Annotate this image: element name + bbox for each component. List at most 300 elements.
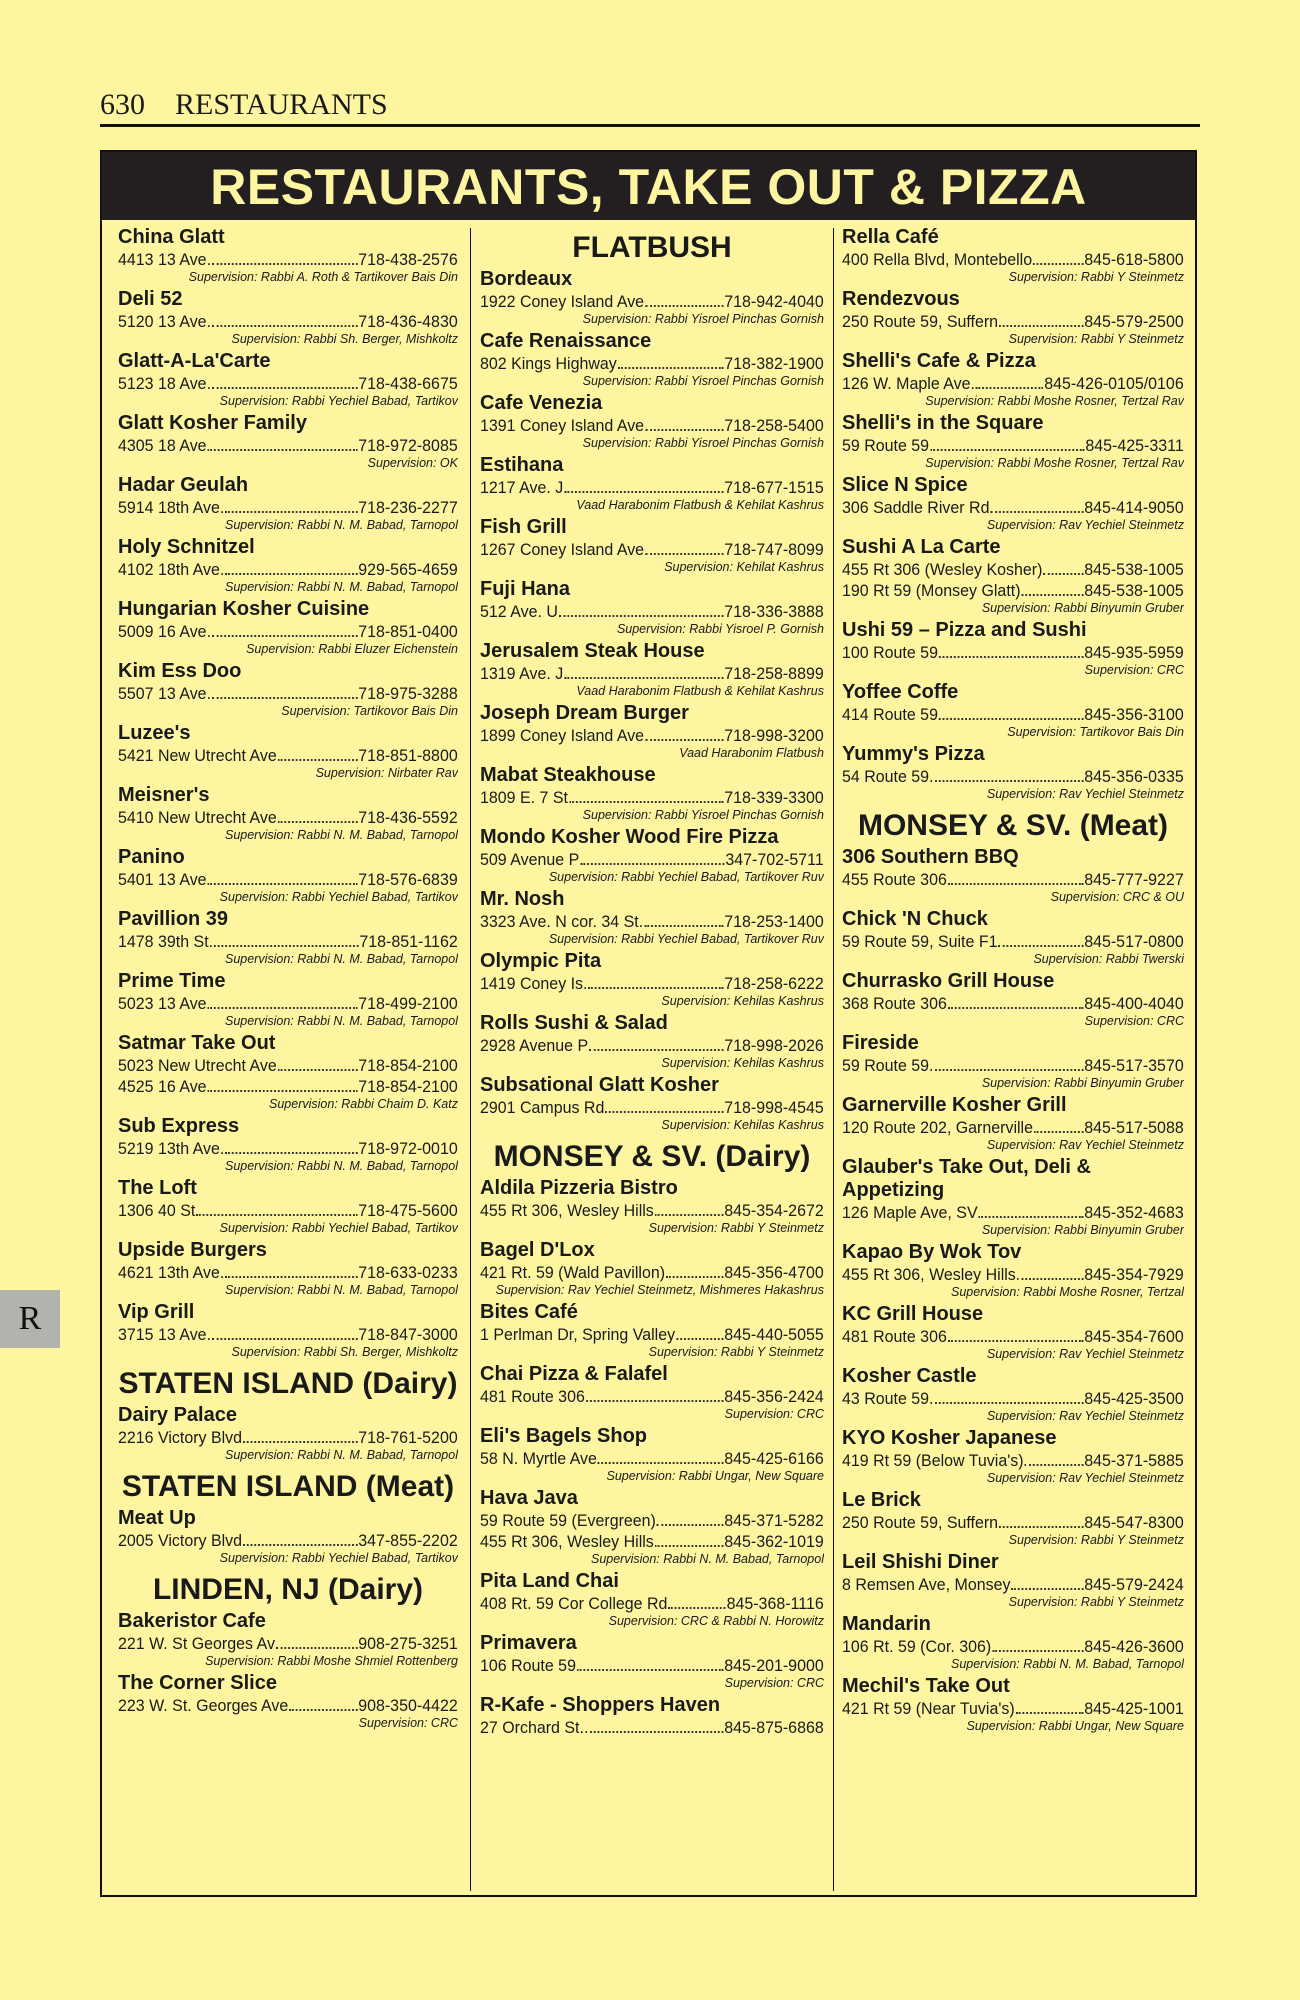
restaurant-name: Rella Café	[842, 226, 939, 248]
supervision-note: Supervision: CRC	[724, 1407, 824, 1421]
section-title: RESTAURANTS	[175, 88, 388, 121]
address: 5410 New Utrecht Ave	[118, 808, 277, 827]
phone-number: 845-354-7929	[1084, 1265, 1184, 1284]
listing-columns	[102, 224, 1195, 1895]
supervision-note: Supervision: Rav Yechiel Steinmetz	[986, 1471, 1184, 1485]
address-phone-line	[118, 373, 458, 394]
restaurant-name: Kosher Castle	[842, 1365, 977, 1387]
phone-number: 845-538-1005	[1084, 560, 1184, 579]
restaurant-name: Mr. Nosh	[480, 888, 565, 910]
phone-number: 908-275-3251	[358, 1634, 458, 1653]
address-phone-line	[842, 435, 1184, 456]
phone-number: 718-633-0233	[358, 1263, 458, 1282]
dot-leader	[564, 477, 723, 493]
address-phone-line	[480, 1448, 824, 1469]
column-1	[118, 224, 458, 1895]
phone-number: 718-972-8085	[358, 436, 458, 455]
address: 3323 Ave. N cor. 34 St.	[480, 912, 644, 931]
address: 58 N. Myrtle Ave	[480, 1449, 597, 1468]
supervision-note: Supervision: Rabbi N. M. Babad, Tarnopol	[950, 1657, 1184, 1671]
phone-number: 845-875-6868	[724, 1718, 824, 1737]
restaurant-name: Luzee's	[118, 722, 191, 744]
dot-leader	[1025, 1450, 1084, 1466]
dot-leader	[208, 869, 358, 885]
address: 120 Route 202, Garnerville	[842, 1118, 1033, 1137]
phone-number: 845-517-0800	[1084, 932, 1184, 951]
phone-number: 718-438-6675	[358, 374, 458, 393]
phone-number: 718-998-4545	[724, 1098, 824, 1117]
listing-entry	[118, 474, 458, 533]
address: 1391 Coney Island Ave	[480, 416, 645, 435]
supervision-note: Supervision: Rav Yechiel Steinmetz, Mishmeres Hakashrus	[495, 1283, 824, 1297]
address: 5023 New Utrecht Ave	[118, 1056, 277, 1075]
phone-number: 845-414-9050	[1084, 498, 1184, 517]
dot-leader	[196, 1200, 357, 1216]
address: 4102 18th Ave.	[118, 560, 225, 579]
restaurant-name: Joseph Dream Burger	[480, 702, 689, 724]
dot-leader	[644, 911, 723, 927]
supervision-note: Supervision: Rabbi Chaim D. Katz	[269, 1097, 458, 1111]
phone-number: 718-972-0010	[358, 1139, 458, 1158]
restaurant-name: Cafe Venezia	[480, 392, 603, 414]
restaurant-name: Bites Café	[480, 1301, 578, 1323]
address: 368 Route 306	[842, 994, 947, 1013]
phone-number: 845-354-2672	[724, 1201, 824, 1220]
address: 2928 Avenue P	[480, 1036, 589, 1055]
restaurant-name: Kapao By Wok Tov	[842, 1241, 1022, 1263]
address: 1306 40 St	[118, 1201, 196, 1220]
address: 8 Remsen Ave, Monsey	[842, 1575, 1011, 1594]
phone-number: 845-440-5055	[724, 1325, 824, 1344]
dot-leader	[577, 1655, 723, 1671]
listing-entry	[842, 412, 1184, 471]
supervision-note: Supervision: Kehilas Kashrus	[661, 1056, 824, 1070]
dot-leader	[666, 1262, 723, 1278]
dot-leader	[588, 973, 723, 989]
dot-leader	[212, 621, 357, 637]
dot-leader	[999, 1512, 1083, 1528]
dot-leader	[939, 704, 1083, 720]
listing-entry	[480, 1570, 824, 1629]
restaurant-name: Glatt Kosher Family	[118, 412, 307, 434]
listing-entry	[842, 1489, 1184, 1548]
restaurant-name: Leil Shishi Diner	[842, 1551, 999, 1573]
dot-leader	[618, 353, 724, 369]
address: 100 Route 59	[842, 643, 938, 662]
restaurant-name: Churrasko Grill House	[842, 970, 1055, 992]
phone-number: 845-425-3311	[1085, 436, 1184, 455]
listing-entry	[480, 392, 824, 451]
listing-entry	[118, 412, 458, 471]
dot-leader	[930, 1388, 1083, 1404]
phone-number: 845-777-9227	[1084, 870, 1184, 889]
restaurant-name: Upside Burgers	[118, 1239, 267, 1261]
restaurant-name: Mandarin	[842, 1613, 931, 1635]
dot-leader	[999, 311, 1083, 327]
phone-number: 718-436-5592	[358, 808, 458, 827]
address: 126 Maple Ave, SV	[842, 1203, 978, 1222]
address-phone-line	[480, 353, 824, 374]
phone-number: 845-400-4040	[1084, 994, 1184, 1013]
address-phone-line	[480, 1593, 824, 1614]
address-phone-line	[842, 993, 1184, 1014]
address-phone-line	[118, 1633, 458, 1654]
phone-number: 718-576-6839	[358, 870, 458, 889]
address: 400 Rella Blvd, Montebello	[842, 250, 1033, 269]
supervision-note: Supervision: Rabbi N. M. Babad, Tarnopol	[224, 580, 458, 594]
restaurant-name: Pavillion 39	[118, 908, 229, 930]
supervision-note: Supervision: Rabbi N. M. Babad, Tarnopol	[224, 952, 458, 966]
supervision-note: Supervision: Rabbi Eluzer Eichenstein	[246, 642, 458, 656]
listing-entry	[118, 1404, 458, 1463]
address: 455 Rt 306, Wesley Hills	[480, 1532, 654, 1551]
column-divider	[470, 228, 471, 1891]
address-phone-line	[480, 477, 824, 498]
phone-number: 718-854-2100	[358, 1077, 458, 1096]
address: 250 Route 59, Suffern	[842, 312, 999, 331]
dot-leader	[979, 1202, 1084, 1218]
phone-number: 718-258-5400	[724, 416, 824, 435]
section-heading: MONSEY & SV. (Meat)	[857, 809, 1169, 842]
listing-entry	[842, 681, 1184, 740]
listing-entry	[480, 1074, 824, 1133]
address-phone-line	[480, 1510, 824, 1531]
dot-leader	[655, 1531, 724, 1547]
phone-number: 845-426-3600	[1084, 1637, 1184, 1656]
address-phone-line	[842, 559, 1184, 580]
supervision-note: Supervision: Nirbater Rav	[315, 766, 458, 780]
phone-number: 845-618-5800	[1084, 250, 1184, 269]
address-phone-line	[480, 663, 824, 684]
phone-number: 845-201-9000	[724, 1656, 824, 1675]
supervision-note: Supervision: Kehilas Kashrus	[661, 1118, 824, 1132]
supervision-note: Supervision: Rabbi N. M. Babad, Tarnopol	[224, 518, 458, 532]
dot-leader	[225, 497, 357, 513]
phone-number: 718-438-2576	[358, 250, 458, 269]
listing-entry	[480, 826, 824, 885]
phone-number: 718-236-2277	[358, 498, 458, 517]
address: 1419 Coney Is.	[480, 974, 588, 993]
phone-number: 845-362-1019	[724, 1532, 824, 1551]
phone-number: 718-998-2026	[724, 1036, 824, 1055]
address-phone-line	[118, 1695, 458, 1716]
section-heading: STATEN ISLAND (Dairy)	[118, 1367, 458, 1400]
restaurant-name: Primavera	[480, 1632, 577, 1654]
supervision-note: Supervision: Rabbi Moshe Shmiel Rottenberg	[205, 1654, 458, 1668]
supervision-note: Supervision: Rabbi Ungar, New Square	[606, 1469, 824, 1483]
supervision-note: Supervision: Rabbi Yechiel Babad, Tartikov	[219, 394, 458, 408]
listing-entry	[118, 722, 458, 781]
restaurant-name: Sushi A La Carte	[842, 536, 1001, 558]
listing-entry	[118, 350, 458, 409]
restaurant-name: Vip Grill	[118, 1301, 195, 1323]
address: 250 Route 59, Suffern	[842, 1513, 999, 1532]
dot-leader	[1017, 1264, 1084, 1280]
listing-entry	[118, 970, 458, 1029]
restaurant-name: The Loft	[118, 1177, 197, 1199]
dot-leader	[586, 1386, 723, 1402]
address-phone-line	[842, 766, 1184, 787]
dot-leader	[657, 1510, 723, 1526]
address: 4305 18 Ave	[118, 436, 207, 455]
restaurant-name: Prime Time	[118, 970, 226, 992]
address-phone-line	[118, 807, 458, 828]
listing-entry	[118, 846, 458, 905]
column-divider	[833, 228, 834, 1891]
address-phone-line	[842, 1512, 1184, 1533]
restaurant-name: Garnerville Kosher Grill	[842, 1094, 1067, 1116]
phone-number: 718-975-3288	[358, 684, 458, 703]
address-phone-line	[842, 1450, 1184, 1471]
dot-leader	[948, 869, 1083, 885]
dot-leader	[1043, 559, 1083, 575]
supervision-note: Supervision: Rabbi N. M. Babad, Tarnopol	[224, 1448, 458, 1462]
address: 1 Perlman Dr, Spring Valley	[480, 1325, 676, 1344]
phone-number: 718-677-1515	[724, 478, 824, 497]
restaurant-name: Le Brick	[842, 1489, 921, 1511]
supervision-note: Supervision: Rabbi Yechiel Babad, Tartikover Ruv	[548, 932, 824, 946]
column-3	[842, 224, 1184, 1895]
supervision-note: Supervision: Rabbi Yisroel Pinchas Gornish	[582, 374, 824, 388]
supervision-note: Supervision: Kehilas Kashrus	[661, 994, 824, 1008]
restaurant-name: Ushi 59 – Pizza and Sushi	[842, 619, 1087, 641]
restaurant-name: Shelli's Cafe & Pizza	[842, 350, 1036, 372]
dot-leader	[243, 1530, 357, 1546]
restaurant-name: Aldila Pizzeria Bistro	[480, 1177, 678, 1199]
phone-number: 845-538-1005	[1084, 581, 1184, 600]
address-phone-line	[842, 931, 1184, 952]
phone-number: 718-382-1900	[724, 354, 824, 373]
supervision-note: Supervision: Rabbi Y Steinmetz	[648, 1221, 824, 1235]
address-phone-line	[480, 1200, 824, 1221]
address-phone-line	[480, 911, 824, 932]
listing-entry	[118, 908, 458, 967]
phone-number: 845-356-0335	[1084, 767, 1184, 786]
restaurant-name: R-Kafe - Shoppers Haven	[480, 1694, 721, 1716]
listing-entry	[842, 619, 1184, 678]
supervision-note: Supervision: Rabbi Yisroel P. Gornish	[616, 622, 824, 636]
restaurant-name: Deli 52	[118, 288, 183, 310]
phone-number: 845-371-5282	[724, 1511, 824, 1530]
listing-entry	[842, 536, 1184, 616]
listing-entry	[118, 784, 458, 843]
supervision-note: Supervision: CRC	[724, 1676, 824, 1690]
address: 421 Rt. 59 (Wald Pavillon)	[480, 1263, 666, 1282]
supervision-note: Supervision: Rabbi Yisroel Pinchas Gornish	[582, 436, 824, 450]
listing-entry	[480, 1487, 824, 1567]
dot-leader	[243, 1427, 357, 1443]
address: 59 Route 59	[842, 436, 930, 455]
address: 59 Route 59 (Evergreen)	[480, 1511, 656, 1530]
restaurant-name: Meat Up	[118, 1507, 196, 1529]
dot-leader	[278, 807, 358, 823]
address-phone-line	[118, 311, 458, 332]
address: 512 Ave. U	[480, 602, 558, 621]
restaurant-name: KYO Kosher Japanese	[842, 1427, 1057, 1449]
listing-entry	[118, 598, 458, 657]
address: 408 Rt. 59 Cor College Rd	[480, 1594, 668, 1613]
supervision-note: Supervision: Rabbi N. M. Babad, Tarnopol	[224, 1159, 458, 1173]
address-phone-line	[118, 1530, 458, 1551]
address: 4413 13 Ave.	[118, 250, 212, 269]
dot-leader	[1011, 1574, 1083, 1590]
dot-leader	[948, 993, 1083, 1009]
restaurant-name: Bagel D'Lox	[480, 1239, 595, 1261]
address-phone-line	[842, 497, 1184, 518]
restaurant-name: Fireside	[842, 1032, 919, 1054]
supervision-note: Supervision: Rabbi N. M. Babad, Tarnopol	[224, 1283, 458, 1297]
address: 5421 New Utrecht Ave	[118, 746, 277, 765]
restaurant-name: Sub Express	[118, 1115, 240, 1137]
phone-number: 718-475-5600	[358, 1201, 458, 1220]
dot-leader	[645, 291, 723, 307]
restaurant-name: Yummy's Pizza	[842, 743, 985, 765]
dot-leader	[998, 931, 1083, 947]
phone-number: 845-368-1116	[726, 1594, 824, 1613]
restaurant-name: 306 Southern BBQ	[842, 846, 1019, 868]
supervision-note: Supervision: Rabbi Binyumin Gruber	[981, 1076, 1184, 1090]
address: 419 Rt 59 (Below Tuvia's)	[842, 1451, 1024, 1470]
dot-leader	[564, 663, 723, 679]
supervision-note: Supervision: Rabbi Y Steinmetz	[1008, 1595, 1184, 1609]
supervision-note: Supervision: Rabbi Yechiel Babad, Tartikov	[219, 1221, 458, 1235]
dot-leader	[559, 601, 723, 617]
listing-entry	[480, 1012, 824, 1071]
supervision-note: Supervision: Rabbi Yechiel Babad, Tartikov	[219, 1551, 458, 1565]
address-phone-line	[480, 1035, 824, 1056]
supervision-note: Supervision: Rabbi A. Roth & Tartikover Bais Din	[188, 270, 458, 284]
restaurant-name: Fuji Hana	[480, 578, 571, 600]
address: 54 Route 59	[842, 767, 930, 786]
address: 2216 Victory Blvd	[118, 1428, 243, 1447]
listing-entry	[118, 1610, 458, 1669]
listing-entry	[118, 1239, 458, 1298]
supervision-note: Supervision: Tartikovor Bais Din	[1007, 725, 1184, 739]
address-phone-line	[118, 249, 458, 270]
address: 1899 Coney Island Ave	[480, 726, 645, 745]
supervision-note: Supervision: OK	[367, 456, 458, 470]
address: 455 Rt 306 (Wesley Kosher)	[842, 560, 1043, 579]
restaurant-name: The Corner Slice	[118, 1672, 277, 1694]
listing-entry	[480, 1239, 824, 1298]
phone-number: 845-352-4683	[1084, 1203, 1184, 1222]
supervision-note: Supervision: Rabbi Sh. Berger, Mishkoltz	[231, 332, 458, 346]
address-phone-line	[842, 642, 1184, 663]
listing-entry	[842, 1675, 1184, 1734]
running-header	[100, 88, 1200, 127]
dot-leader	[589, 1035, 723, 1051]
dot-leader	[605, 1097, 723, 1113]
dot-leader	[930, 1055, 1083, 1071]
address: 4525 16 Ave	[118, 1077, 207, 1096]
listing-entry	[842, 1551, 1184, 1610]
restaurant-name: Bakeristor Cafe	[118, 1610, 266, 1632]
address-phone-line	[480, 1386, 824, 1407]
phone-number: 718-436-4830	[358, 312, 458, 331]
address-phone-line	[118, 993, 458, 1014]
listing-entry	[480, 454, 824, 513]
supervision-note: Supervision: Rabbi N. M. Babad, Tarnopol	[224, 1014, 458, 1028]
address: 455 Rt 306, Wesley Hills	[842, 1265, 1016, 1284]
phone-number: 718-747-8099	[724, 540, 824, 559]
supervision-note: Supervision: Tartikovor Bais Din	[281, 704, 458, 718]
supervision-note: Supervision: CRC	[1084, 1014, 1184, 1028]
address: 2005 Victory Blvd	[118, 1531, 243, 1550]
address: 306 Saddle River Rd	[842, 498, 990, 517]
address-phone-line	[842, 1636, 1184, 1657]
dot-leader	[225, 559, 357, 575]
phone-number: 845-579-2500	[1084, 312, 1184, 331]
phone-number: 845-371-5885	[1084, 1451, 1184, 1470]
listing-entry	[118, 536, 458, 595]
phone-number: 718-339-3300	[724, 788, 824, 807]
restaurant-name: Estihana	[480, 454, 564, 476]
address: 455 Rt 306, Wesley Hills	[480, 1201, 654, 1220]
phone-number: 718-258-6222	[724, 974, 824, 993]
listing-entry	[480, 1301, 824, 1360]
dot-leader	[212, 1324, 357, 1340]
dot-leader	[1016, 1698, 1084, 1714]
supervision-note: Supervision: Rabbi Yisroel Pinchas Gornish	[582, 312, 824, 326]
supervision-note: Supervision: Rabbi N. M. Babad, Tarnopol	[590, 1552, 824, 1566]
restaurant-name: Mechil's Take Out	[842, 1675, 1010, 1697]
address: 5123 18 Ave.	[118, 374, 212, 393]
listing-entry	[842, 288, 1184, 347]
restaurant-name: Fish Grill	[480, 516, 567, 538]
restaurant-name: KC Grill House	[842, 1303, 984, 1325]
dot-leader	[976, 373, 1043, 389]
address-phone-line	[118, 683, 458, 704]
supervision-note: Supervision: CRC	[1084, 663, 1184, 677]
phone-number: 845-356-4700	[724, 1263, 824, 1282]
address: 1267 Coney Island Ave	[480, 540, 645, 559]
restaurant-name: Mabat Steakhouse	[480, 764, 656, 786]
supervision-note: Supervision: Rav Yechiel Steinmetz	[986, 1138, 1184, 1152]
listing-entry	[842, 1032, 1184, 1091]
address-phone-line	[118, 1055, 458, 1076]
address-phone-line	[842, 373, 1184, 394]
listing-entry	[480, 578, 824, 637]
address: 106 Route 59	[480, 1656, 576, 1675]
address: 59 Route 59, Suite F1	[842, 932, 998, 951]
restaurant-name: Olympic Pita	[480, 950, 602, 972]
address: 1217 Ave. J	[480, 478, 564, 497]
address: 1922 Coney Island Ave	[480, 292, 645, 311]
listing-entry	[480, 640, 824, 699]
supervision-note: Supervision: Rabbi Y Steinmetz	[1008, 270, 1184, 284]
section-heading: STATEN ISLAND (Meat)	[121, 1470, 455, 1503]
phone-number: 845-517-3570	[1084, 1056, 1184, 1075]
address-phone-line	[480, 291, 824, 312]
phone-number: 845-425-3500	[1084, 1389, 1184, 1408]
phone-number: 845-547-8300	[1084, 1513, 1184, 1532]
listing-entry	[842, 226, 1184, 285]
phone-number: 718-851-1162	[359, 932, 458, 951]
phone-number: 718-998-3200	[724, 726, 824, 745]
dot-leader	[580, 849, 724, 865]
restaurant-name: Yoffee Coffe	[842, 681, 959, 703]
supervision-note: Supervision: Rabbi N. M. Babad, Tarnopol	[224, 828, 458, 842]
listing-entry	[118, 660, 458, 719]
restaurant-name: Glatt-A-La'Carte	[118, 350, 271, 372]
address-phone-line	[480, 849, 824, 870]
phone-number: 718-253-1400	[724, 912, 824, 931]
section-tab: R	[0, 1290, 60, 1348]
dot-leader	[676, 1324, 723, 1340]
listing-entry	[118, 1301, 458, 1360]
address-phone-line	[480, 1655, 824, 1676]
address: 190 Rt 59 (Monsey Glatt)	[842, 581, 1021, 600]
